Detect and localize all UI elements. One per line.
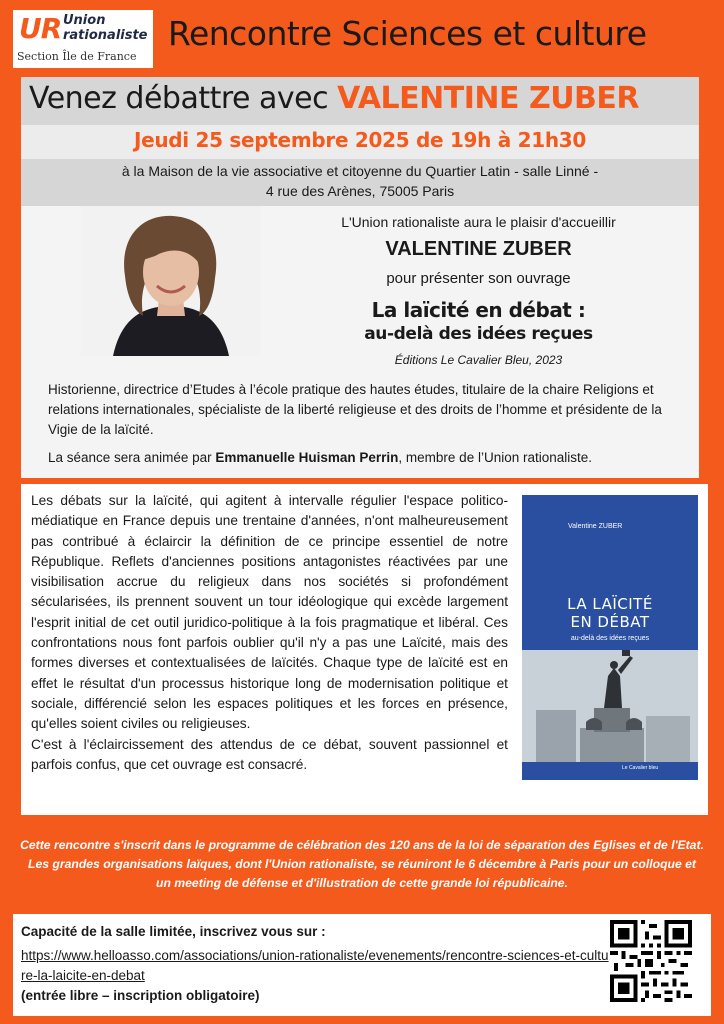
venue-line-2: 4 rue des Arènes, 75005 Paris xyxy=(265,183,455,199)
book-abstract xyxy=(31,491,508,775)
cover-author: Valentine ZUBER xyxy=(568,523,623,530)
headline xyxy=(29,81,639,116)
signup-footer xyxy=(13,914,711,1016)
logo-mark: UR xyxy=(19,12,62,45)
guest-bio: Historienne, directrice d’Etudes à l’école pratique des hautes études, titulaire de la chaire Religions et relations internationales, spécialiste de la liberté religieuse et des droits de l’homme et présidente de la Vigie de la laïcité. xyxy=(48,382,662,437)
headline-prefix: Venez débattre avec xyxy=(29,81,338,116)
book-cover xyxy=(522,495,698,780)
cover-title-line2: EN DÉBAT xyxy=(570,613,650,631)
qr-code-icon[interactable] xyxy=(610,920,692,1002)
headline-guest-name: VALENTINE ZUBER xyxy=(337,81,640,116)
present-text: pour présenter son ouvrage xyxy=(386,270,571,287)
abstract-paragraph-1: Les débats sur la laïcité, qui agitent à intervalle régulier l'espace politico-médiatique en France depuis une trentaine d'années, n'ont malheureusement pas contribué à éclaircir la définition de ce principe essentiel de notre République. Reflets d'anciennes positions antagonistes réactivées par une visibilisation accrue du religieux dans nos sociétés si profondément sécularisées, ils prennent souvent un tour idéologique qui excède largement l'esprit initial de cet outil juridico-politique à la fois pragmatique et libéral. Ces confrontations nous font parfois oublier qu'il n'y a pas une Laïcité, mais des formes diverses et contextualisées de laïcités. Chaque type de laïcité est en effet le résultat d'un processus historique long de modernisation politique et sociale, différencié selon les espaces politiques et les forces en présence, qu'elles soient civiles ou religieuses. xyxy=(31,493,508,732)
abstract-paragraph-2: C'est à l'éclaircissement des attendus de ce débat, souvent passionnel et parfois confus, que cet ouvrage est consacré. xyxy=(31,736,508,772)
signup-link[interactable]: https://www.helloasso.com/associations/union-rationaliste/evenements/rencontre-sciences-et-culture-la-laicite-en-debat xyxy=(21,948,609,983)
logo-name-line2: rationaliste xyxy=(63,28,148,43)
guest-photo xyxy=(81,206,261,356)
logo-section: Section Île de France xyxy=(17,50,137,63)
celebration-notice: Cette rencontre s'inscrit dans le programme de célébration des 120 ans de la loi de séparation des Eglises et de l'Etat. Les grandes organisations laïques, dont l'Union rationaliste, se réuniront le 6 décembre à Paris pour un colloque et un meeting de défense et d'illustration de cette grande loi républicaine. xyxy=(20,838,704,890)
cover-title-line1: LA LAÏCITÉ xyxy=(567,595,653,613)
moderator-line xyxy=(48,450,688,465)
book-title: La laïcité en débat : xyxy=(371,298,586,322)
book-subtitle: au-delà des idées reçues xyxy=(364,324,593,344)
welcome-text: L'Union rationaliste aura le plaisir d'accueillir xyxy=(341,214,616,230)
signup-label: Capacité de la salle limitée, inscrivez vous sur : xyxy=(21,924,326,939)
venue-line-1: à la Maison de la vie associative et citoyenne du Quartier Latin - salle Linné - xyxy=(121,163,599,179)
logo-name-line1: Union xyxy=(63,13,106,28)
cover-subtitle: au-delà des idées reçues xyxy=(570,635,650,642)
intro-panel xyxy=(21,206,699,478)
event-date: Jeudi 25 septembre 2025 de 19h à 21h30 xyxy=(133,128,587,152)
cover-statue-image xyxy=(522,650,698,762)
moderator-suffix: , membre de l’Union rationaliste. xyxy=(398,450,593,465)
signup-note: (entrée libre – inscription obligatoire) xyxy=(21,988,260,1003)
publisher: Éditions Le Cavalier Bleu, 2023 xyxy=(394,353,563,367)
moderator-name: Emmanuelle Huisman Perrin xyxy=(215,450,399,465)
logo xyxy=(13,10,153,68)
guest-name: VALENTINE ZUBER xyxy=(385,238,572,260)
page-title: Rencontre Sciences et culture xyxy=(168,14,647,53)
abstract-panel xyxy=(21,484,708,815)
event-band xyxy=(21,77,699,206)
moderator-prefix: La séance sera animée par xyxy=(48,450,216,465)
cover-publisher: Le Cavalier bleu xyxy=(622,765,659,771)
